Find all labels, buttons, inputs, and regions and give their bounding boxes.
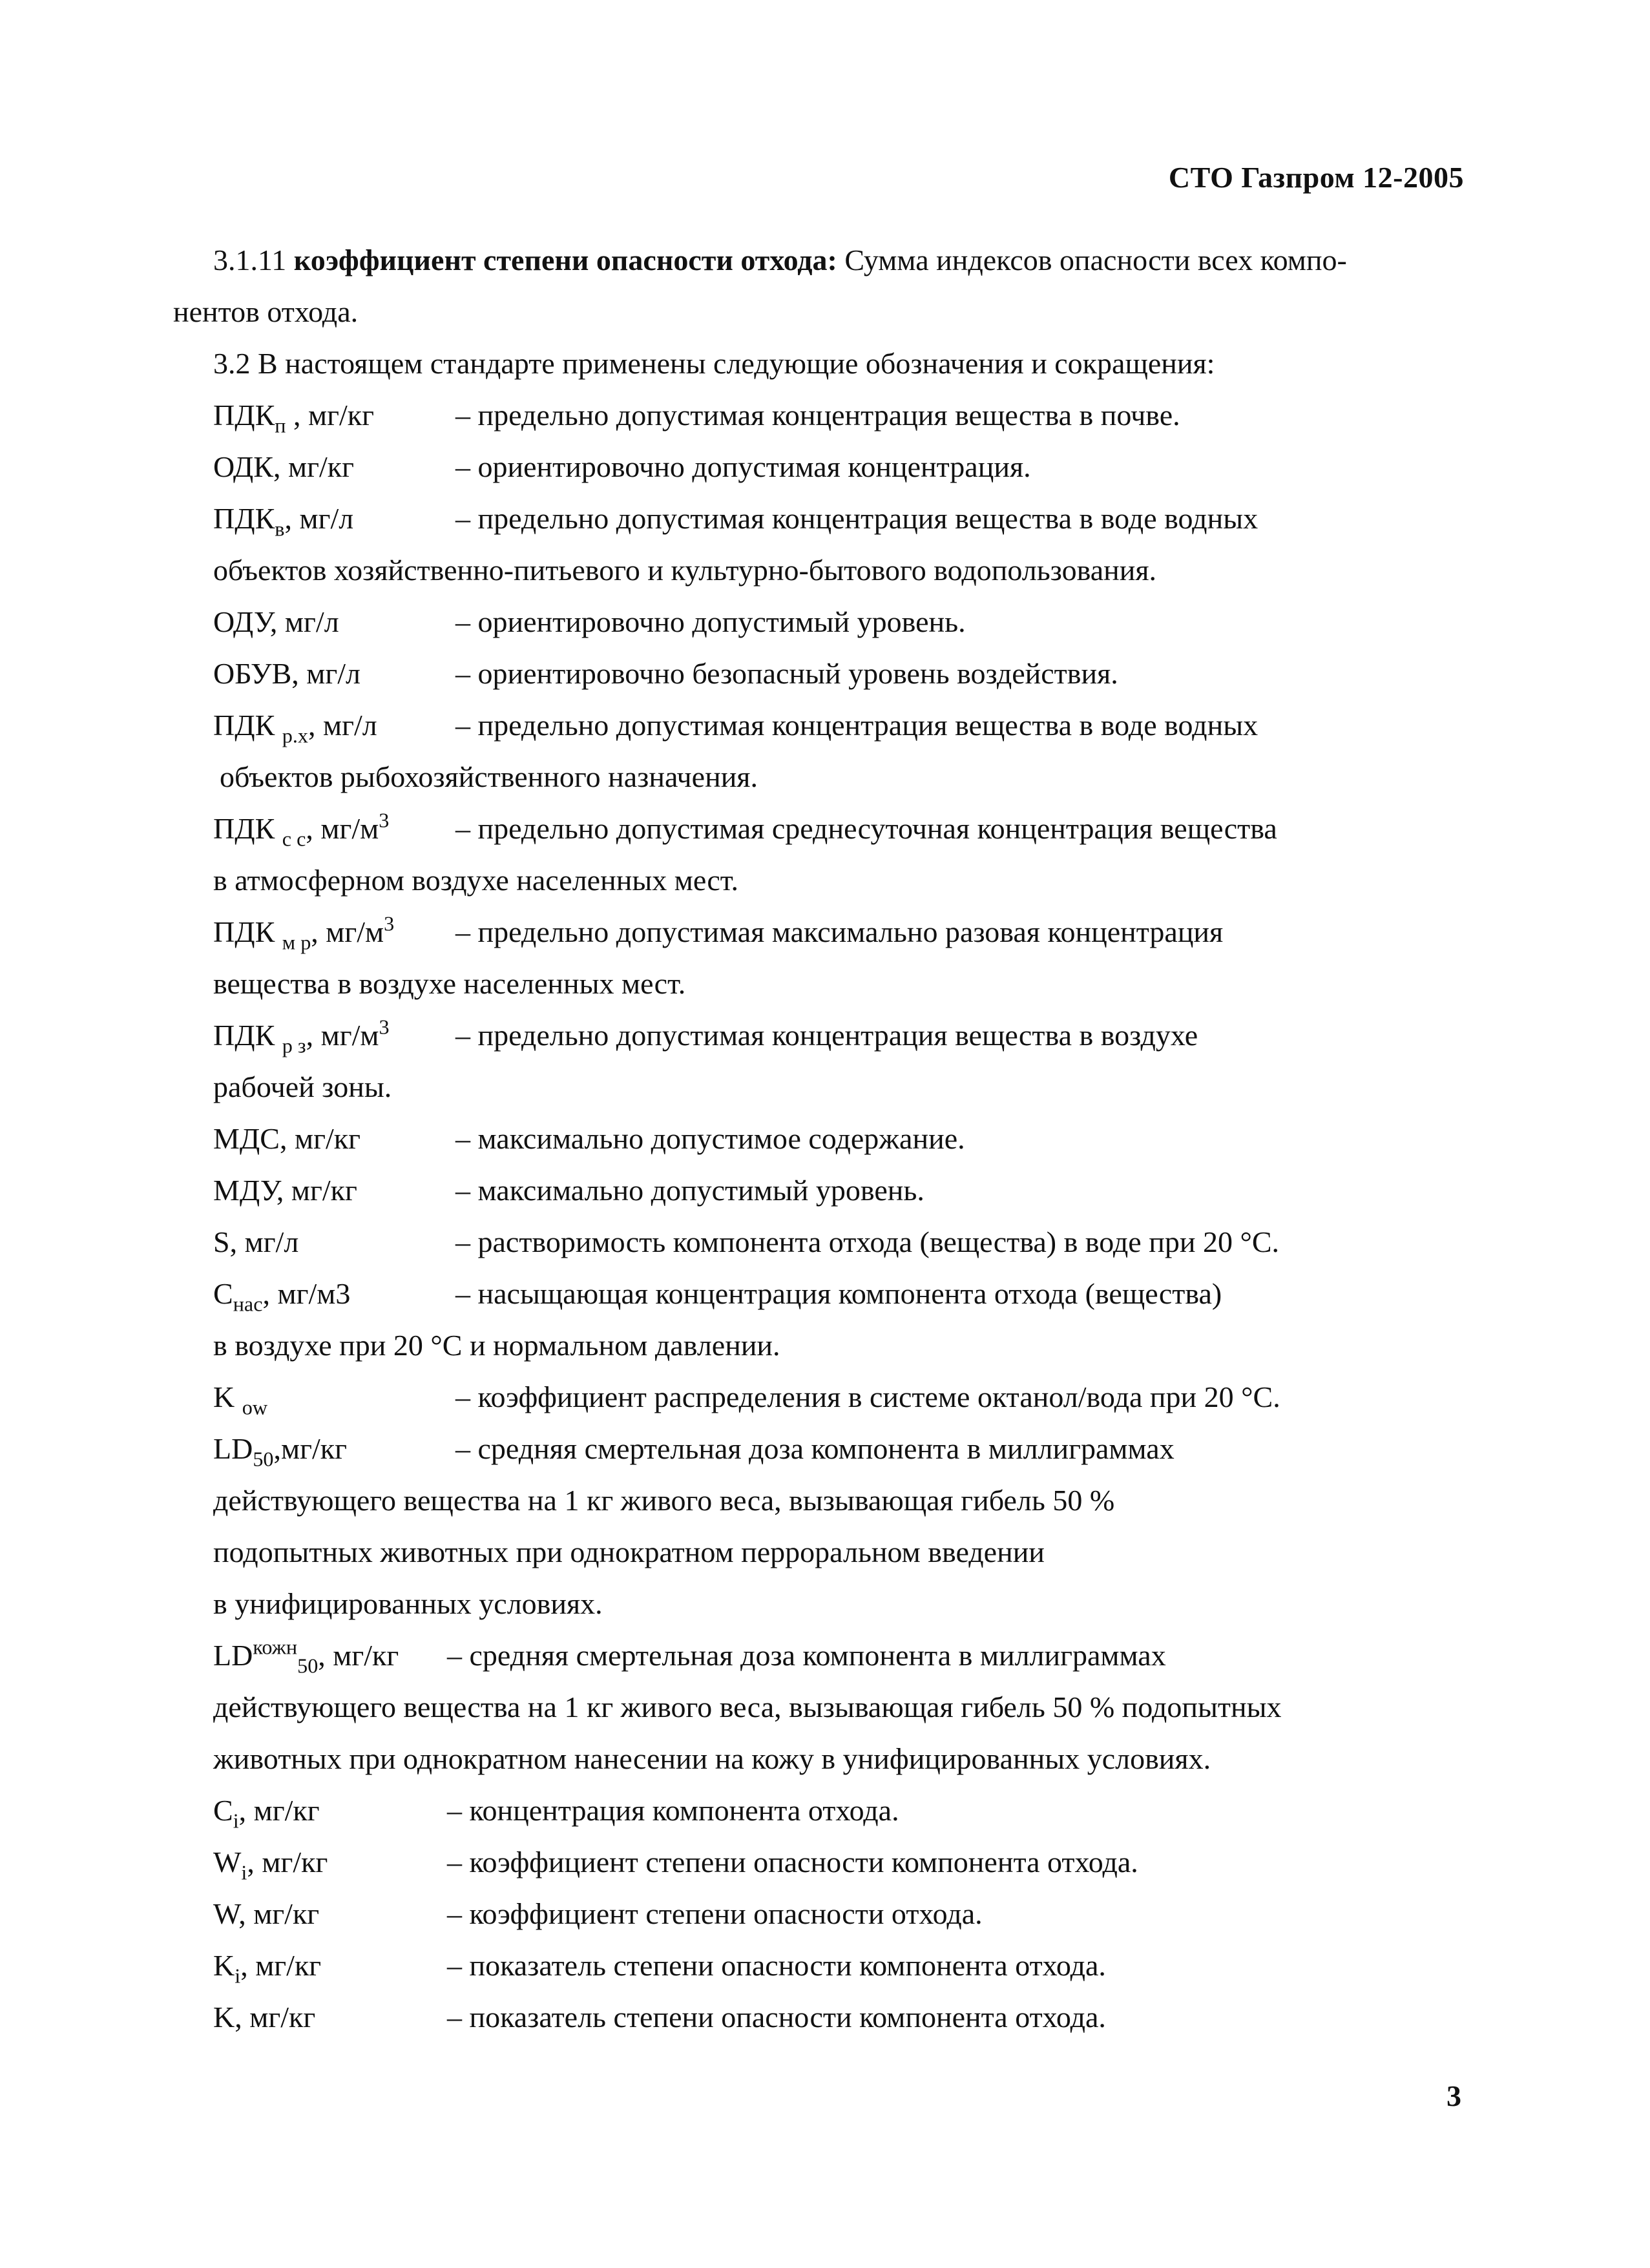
def-row-mdu	[213, 1167, 1473, 1214]
def-row-k	[213, 1993, 1473, 2041]
def-term: K, мг/кг	[213, 2001, 316, 2034]
page-number: 3	[1446, 2079, 1461, 2112]
def-row-c-nas	[213, 1270, 1473, 1318]
def-term: ОДУ, мг/л	[213, 605, 339, 638]
def-continuation: в атмосферном воздухе населенных мест.	[213, 864, 738, 897]
def-continuation: действующего вещества на 1 кг живого веса, вызывающая гибель 50 %	[213, 1484, 1115, 1517]
def-row-odk	[213, 443, 1473, 491]
def-row-s	[213, 1218, 1473, 1266]
def-term: S, мг/л	[213, 1225, 299, 1258]
def-term: МДУ, мг/кг	[213, 1174, 357, 1207]
def-text: – максимально допустимое содержание.	[455, 1122, 965, 1155]
def-term: $LD_{50},мг/кг$	[213, 1432, 347, 1471]
def-text: – ориентировочно безопасный уровень воздействия.	[455, 657, 1118, 690]
def-text: – коэффициент степени опасности отхода.	[447, 1897, 983, 1930]
def-row-obuv	[213, 650, 1473, 698]
section-3-2-intro: 3.2 В настоящем стандарте применены следующие обозначения и сокращения:	[213, 347, 1215, 380]
def-text: – показатель степени опасности компонента отхода.	[447, 1949, 1106, 1982]
def-term: ПДК $_{с с}$, $мг/м^3$	[213, 808, 390, 851]
def-continuation: животных при однократном нанесении на кожу в унифицированных условиях.	[213, 1742, 1211, 1775]
def-row-ld50-skin	[213, 1632, 1473, 1680]
def-row-pdk-mr	[213, 908, 1473, 956]
def-row-ki	[213, 1942, 1473, 1990]
def-continuation: в унифицированных условиях.	[213, 1587, 603, 1620]
def-term: $С_i$, мг/кг	[213, 1794, 320, 1833]
def-row-odu	[213, 598, 1473, 646]
def-text: – показатель степени опасности компонента отхода.	[447, 2001, 1106, 2034]
def-continuation: подопытных животных при однократном перроральном введении	[213, 1535, 1045, 1568]
section-3-1-11-line1	[213, 236, 1347, 284]
def-row-pdk-ss	[213, 805, 1473, 853]
def-row-ci	[213, 1787, 1473, 1835]
def-text: – ориентировочно допустимый уровень.	[455, 605, 966, 638]
def-term: $K_i$, мг/кг	[213, 1949, 322, 1988]
def-row-pdk-p	[213, 391, 1473, 439]
def-text: – концентрация компонента отхода.	[447, 1794, 899, 1827]
def-row-w	[213, 1890, 1473, 1938]
def-text: – ориентировочно допустимая концентрация.	[455, 450, 1031, 483]
def-text: – предельно допустимая концентрация вещества в почве.	[455, 399, 1180, 432]
def-continuation: действующего вещества на 1 кг живого веса, вызывающая гибель 50 % подопытных	[213, 1691, 1282, 1723]
def-term: ПДК $_{м р}$, $мг/м^3$	[213, 911, 395, 954]
def-continuation: объектов рыбохозяйственного назначения.	[220, 760, 758, 793]
def-text: – максимально допустимый уровень.	[455, 1174, 924, 1207]
def-row-pdk-v	[213, 495, 1473, 543]
def-term: $LD^{кожн}_{50}$, мг/кг	[213, 1635, 399, 1678]
def-text: – насыщающая концентрация компонента отхода (вещества)	[455, 1277, 1222, 1310]
def-row-ld50	[213, 1425, 1473, 1473]
def-term: ПДК $_{р.х}$, мг/л	[213, 709, 377, 747]
def-text: – средняя смертельная доза компонента в миллиграммах	[447, 1639, 1166, 1672]
def-term: ОДК, мг/кг	[213, 450, 354, 483]
def-row-pdk-rx	[213, 702, 1473, 749]
defined-term: коэффициент степени опасности отхода:	[293, 244, 837, 276]
def-text: – предельно допустимая концентрация вещества в воде водных	[455, 709, 1258, 742]
def-term: $ПДК_в$, мг/л	[213, 502, 354, 541]
def-text: – растворимость компонента отхода (вещества) в воде при 20 °С.	[455, 1225, 1280, 1258]
document-header: СТО Газпром 12-2005	[1168, 161, 1464, 194]
def-continuation: в воздухе при 20 °С и нормальном давлении.	[213, 1329, 780, 1362]
def-term: W, мг/кг	[213, 1897, 320, 1930]
def-text: – средняя смертельная доза компонента в миллиграммах	[455, 1432, 1175, 1465]
def-term: $С_{нас}$, мг/м3	[213, 1277, 351, 1316]
def-row-k-ow	[213, 1373, 1473, 1421]
def-text: – предельно допустимая концентрация вещества в воде водных	[455, 502, 1258, 535]
def-term: K $_{ow}$	[213, 1380, 268, 1419]
def-term: ПДК $_{р з}$, $мг/м^3$	[213, 1015, 390, 1057]
def-text: – коэффициент степени опасности компонента отхода.	[447, 1846, 1138, 1878]
def-text: – коэффициент распределения в системе октанол/вода при 20 °С.	[455, 1380, 1280, 1413]
def-continuation: объектов хозяйственно-питьевого и культурно-бытового водопользования.	[213, 554, 1157, 587]
def-text: – предельно допустимая максимально разовая концентрация	[455, 915, 1224, 948]
section-number: 3.1.11	[213, 244, 287, 276]
def-continuation: вещества в воздухе населенных мест.	[213, 967, 686, 1000]
def-row-wi	[213, 1838, 1473, 1886]
def-continuation: рабочей зоны.	[213, 1070, 392, 1103]
def-row-mds	[213, 1115, 1473, 1163]
section-3-1-11-line2: нентов отхода.	[173, 295, 359, 328]
def-text: – предельно допустимая среднесуточная концентрация вещества	[455, 812, 1277, 845]
definition-text: Сумма индексов опасности всех компо-	[844, 244, 1347, 276]
def-term: МДС, мг/кг	[213, 1122, 360, 1155]
def-term: $ПДК_п$ , мг/кг	[213, 399, 374, 437]
def-term: ОБУВ, мг/л	[213, 657, 360, 690]
def-row-pdk-rz	[213, 1012, 1473, 1059]
def-term: $W_i$, мг/кг	[213, 1846, 328, 1884]
def-text: – предельно допустимая концентрация вещества в воздухе	[455, 1019, 1198, 1052]
